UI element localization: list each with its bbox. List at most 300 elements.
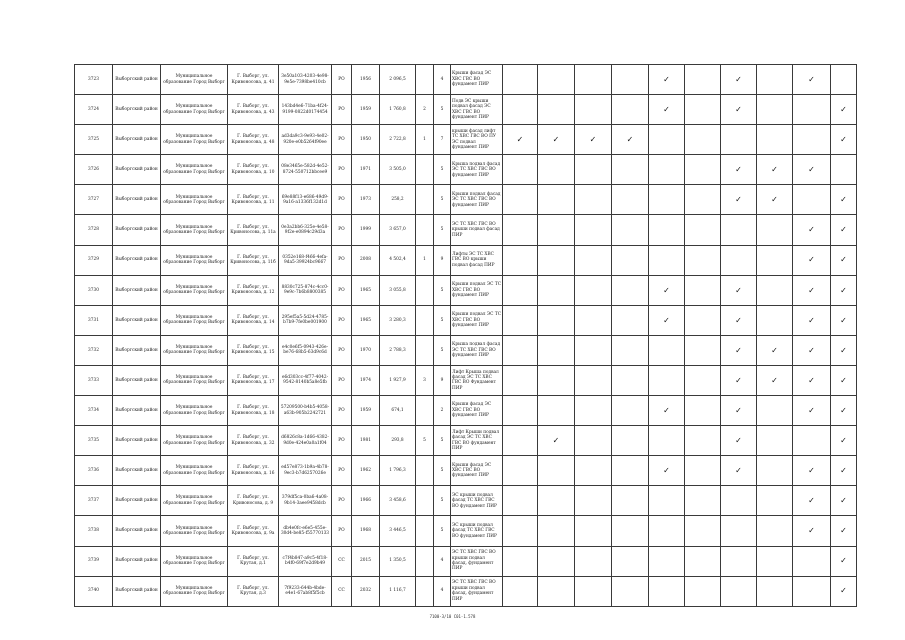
cell-build-year: 2015 xyxy=(352,546,380,576)
cell-empty-check xyxy=(538,95,575,125)
table-row xyxy=(75,215,857,245)
checkmark-icon: ✓ xyxy=(831,185,857,215)
checkmark-icon: ✓ xyxy=(793,456,831,486)
cell-tech-condition: РО xyxy=(332,65,352,95)
cell-building-guid: 7f9233-644b-4bde-e4e1-67ab8f5f5cb xyxy=(279,576,332,606)
cell-empty-check xyxy=(503,65,538,95)
cell-lifts-count xyxy=(416,185,434,215)
cell-build-year: 1971 xyxy=(352,155,380,185)
cell-tech-condition: РО xyxy=(332,335,352,365)
cell-build-year: 2008 xyxy=(352,245,380,275)
cell-tech-condition: РО xyxy=(332,486,352,516)
cell-row-number: 3735 xyxy=(75,426,113,456)
cell-district: Выборгский район xyxy=(113,185,161,215)
cell-row-number: 3725 xyxy=(75,125,113,155)
cell-empty-check xyxy=(721,576,757,606)
checkmark-icon: ✓ xyxy=(538,125,575,155)
cell-empty-check xyxy=(612,456,649,486)
cell-empty-check xyxy=(575,396,612,426)
cell-area: 2 788,3 xyxy=(380,335,416,365)
cell-tech-condition: РО xyxy=(332,365,352,395)
cell-address: Г. Выборг, ул. Кривоносова, д. 17 xyxy=(228,365,279,395)
cell-empty-check xyxy=(685,185,721,215)
cell-lifts-count: 1 xyxy=(416,245,434,275)
checkmark-icon: ✓ xyxy=(793,305,831,335)
cell-area: 1 760,8 xyxy=(380,95,416,125)
cell-tech-condition: РО xyxy=(332,185,352,215)
cell-address: Г. Выборг, ул. Кривоносова, д. 15 xyxy=(228,335,279,365)
cell-building-guid: 8830c725-874c-4cc0-9e9c-7b6b8800385 xyxy=(279,275,332,305)
cell-empty-check xyxy=(649,486,685,516)
cell-row-number: 3740 xyxy=(75,576,113,606)
table-row xyxy=(75,486,857,516)
cell-municipality: Муниципальное образование Город Выборг xyxy=(161,516,228,546)
cell-empty-check xyxy=(503,486,538,516)
cell-empty-check xyxy=(757,396,793,426)
cell-empty-check xyxy=(793,185,831,215)
cell-build-year: 2032 xyxy=(352,576,380,606)
cell-area: 3 280,3 xyxy=(380,305,416,335)
cell-district: Выборгский район xyxy=(113,245,161,275)
cell-row-number: 3726 xyxy=(75,155,113,185)
cell-row-number: 3739 xyxy=(75,546,113,576)
cell-address: Г. Выборг, ул. Кривоносова, д. 9 xyxy=(228,486,279,516)
cell-address: Г. Выборг, ул. Крутая, д.1 xyxy=(228,546,279,576)
cell-empty-check xyxy=(757,275,793,305)
cell-tech-condition: РО xyxy=(332,396,352,426)
table-row xyxy=(75,125,857,155)
cell-lifts-count xyxy=(416,275,434,305)
cell-address: Г. Выборг, ул. Кривоносова, д. 12 xyxy=(228,275,279,305)
checkmark-icon: ✓ xyxy=(831,275,857,305)
cell-tech-condition: РО xyxy=(332,155,352,185)
checkmark-icon: ✓ xyxy=(831,305,857,335)
cell-building-guid: 143bd4e6-71ba-4f24-9199-0822d0174454 xyxy=(279,95,332,125)
cell-area: 258,2 xyxy=(380,185,416,215)
cell-build-year: 1956 xyxy=(352,65,380,95)
cell-empty-check xyxy=(685,576,721,606)
checkmark-icon: ✓ xyxy=(721,185,757,215)
cell-address: Г. Выборг, ул. Кривоносова, д. 11б xyxy=(228,245,279,275)
checkmark-icon: ✓ xyxy=(721,65,757,95)
cell-area: 3 446,5 xyxy=(380,516,416,546)
cell-address: Г. Выборг, ул. Кривоносова, д. 48 xyxy=(228,125,279,155)
checkmark-icon: ✓ xyxy=(757,155,793,185)
cell-empty-check xyxy=(685,125,721,155)
cell-floors-count: 5 xyxy=(434,185,451,215)
cell-empty-check xyxy=(685,245,721,275)
cell-empty-check xyxy=(612,275,649,305)
cell-works-list: Крыша подвал фасад ЭС ТС ХВС ГВС ВО фундамент ПИР xyxy=(451,335,503,365)
cell-lifts-count xyxy=(416,65,434,95)
cell-empty-check xyxy=(721,245,757,275)
cell-works-list: Крыша подвал фасад ЭС ТС ХВС ГВС ВО фундамент ПИР xyxy=(451,155,503,185)
cell-floors-count: 9 xyxy=(434,245,451,275)
cell-address: Г. Выборг, ул. Кривоносова, д. 41 xyxy=(228,65,279,95)
cell-district: Выборгский район xyxy=(113,275,161,305)
cell-building-guid: e4c0e6f5-0943-426e-be76-68b5-63d9c6d xyxy=(279,335,332,365)
checkmark-icon: ✓ xyxy=(793,486,831,516)
cell-municipality: Муниципальное образование Город Выборг xyxy=(161,365,228,395)
cell-empty-check xyxy=(649,215,685,245)
cell-address: Г. Выборг, ул. Кривоносова, д. 11 xyxy=(228,185,279,215)
cell-floors-count: 5 xyxy=(434,275,451,305)
cell-address: Г. Выборг, ул. Кривоносова, д. 16 xyxy=(228,456,279,486)
cell-empty-check xyxy=(503,215,538,245)
cell-floors-count: 5 xyxy=(434,335,451,365)
cell-area: 3 458,6 xyxy=(380,486,416,516)
cell-lifts-count: 5 xyxy=(416,426,434,456)
cell-empty-check xyxy=(575,426,612,456)
cell-building-guid: db4e0fc-e6e5-455e-30d4-be85-f55770133 xyxy=(279,516,332,546)
cell-lifts-count xyxy=(416,335,434,365)
cell-tech-condition: РО xyxy=(332,245,352,275)
cell-empty-check xyxy=(503,546,538,576)
cell-empty-check xyxy=(538,546,575,576)
cell-floors-count: 2 xyxy=(434,396,451,426)
table-row xyxy=(75,245,857,275)
cell-tech-condition: РО xyxy=(332,215,352,245)
cell-row-number: 3727 xyxy=(75,185,113,215)
cell-empty-check xyxy=(575,245,612,275)
checkmark-icon: ✓ xyxy=(831,125,857,155)
cell-area: 2 096,5 xyxy=(380,65,416,95)
cell-municipality: Муниципальное образование Город Выборг xyxy=(161,215,228,245)
cell-municipality: Муниципальное образование Город Выборг xyxy=(161,396,228,426)
cell-lifts-count xyxy=(416,456,434,486)
cell-floors-count: 9 xyxy=(434,365,451,395)
cell-empty-check xyxy=(503,396,538,426)
cell-building-guid: 379df5ca-0ba6-4a08-9b14-3aee9458dcb xyxy=(279,486,332,516)
cell-empty-check xyxy=(757,546,793,576)
cell-lifts-count: 1 xyxy=(416,125,434,155)
cell-empty-check xyxy=(685,215,721,245)
cell-build-year: 1970 xyxy=(352,335,380,365)
cell-build-year: 1965 xyxy=(352,305,380,335)
checkmark-icon: ✓ xyxy=(649,95,685,125)
cell-works-list: Крыши фасад ЭС ХВС ГВС ВО фундамент ПИР xyxy=(451,396,503,426)
cell-empty-check xyxy=(612,365,649,395)
cell-empty-check xyxy=(503,426,538,456)
cell-works-list: Крыши фасад ЭС ХВС ГВС ВО фундамент ПИР xyxy=(451,456,503,486)
cell-empty-check xyxy=(612,516,649,546)
cell-lifts-count xyxy=(416,396,434,426)
table-row xyxy=(75,546,857,576)
cell-area: 1 796,3 xyxy=(380,456,416,486)
checkmark-icon: ✓ xyxy=(721,95,757,125)
checkmark-icon: ✓ xyxy=(612,125,649,155)
cell-floors-count: 5 xyxy=(434,426,451,456)
cell-empty-check xyxy=(575,546,612,576)
cell-lifts-count xyxy=(416,516,434,546)
cell-empty-check xyxy=(503,335,538,365)
cell-district: Выборгский район xyxy=(113,305,161,335)
cell-build-year: 1973 xyxy=(352,185,380,215)
cell-empty-check xyxy=(685,65,721,95)
checkmark-icon: ✓ xyxy=(721,305,757,335)
cell-row-number: 3737 xyxy=(75,486,113,516)
cell-building-guid: ad3da9c3-9e93-4e02-920e-e0b5264f90ee xyxy=(279,125,332,155)
cell-empty-check xyxy=(649,185,685,215)
cell-address: Г. Выборг, ул. Кривоносова, д. 18 xyxy=(228,396,279,426)
cell-address: Г. Выборг, ул. Кривоносова, д. 43 xyxy=(228,95,279,125)
cell-area: 293,8 xyxy=(380,426,416,456)
cell-district: Выборгский район xyxy=(113,215,161,245)
cell-municipality: Муниципальное образование Город Выборг xyxy=(161,65,228,95)
table-row xyxy=(75,305,857,335)
cell-empty-check xyxy=(649,516,685,546)
cell-district: Выборгский район xyxy=(113,95,161,125)
cell-empty-check xyxy=(538,335,575,365)
cell-empty-check xyxy=(649,125,685,155)
cell-district: Выборгский район xyxy=(113,576,161,606)
checkmark-icon: ✓ xyxy=(721,275,757,305)
cell-empty-check xyxy=(575,65,612,95)
table-row xyxy=(75,516,857,546)
cell-building-guid: d6826c8a-1d66-4382-9d0e-424e0a0a1f04 xyxy=(279,426,332,456)
checkmark-icon: ✓ xyxy=(721,396,757,426)
cell-empty-check xyxy=(721,486,757,516)
cell-empty-check xyxy=(757,215,793,245)
cell-empty-check xyxy=(757,65,793,95)
checkmark-icon: ✓ xyxy=(538,426,575,456)
cell-municipality: Муниципальное образование Город Выборг xyxy=(161,275,228,305)
cell-floors-count: 5 xyxy=(434,516,451,546)
page-footer-code: 7100-3/10 С01-1.578 xyxy=(429,614,476,619)
checkmark-icon: ✓ xyxy=(793,245,831,275)
checkmark-icon: ✓ xyxy=(721,335,757,365)
cell-lifts-count xyxy=(416,576,434,606)
cell-empty-check xyxy=(649,245,685,275)
cell-municipality: Муниципальное образование Город Выборг xyxy=(161,456,228,486)
checkmark-icon: ✓ xyxy=(503,125,538,155)
cell-tech-condition: РО xyxy=(332,305,352,335)
cell-tech-condition: СС xyxy=(332,576,352,606)
cell-floors-count: 4 xyxy=(434,546,451,576)
cell-empty-check xyxy=(612,576,649,606)
cell-address: Г. Выборг, ул. Кривоносова, д. 9а xyxy=(228,516,279,546)
cell-district: Выборгский район xyxy=(113,396,161,426)
cell-empty-check xyxy=(538,65,575,95)
cell-district: Выборгский район xyxy=(113,65,161,95)
cell-empty-check xyxy=(575,516,612,546)
cell-empty-check xyxy=(575,95,612,125)
cell-empty-check xyxy=(612,305,649,335)
cell-empty-check xyxy=(649,365,685,395)
cell-empty-check xyxy=(793,95,831,125)
cell-empty-check xyxy=(575,365,612,395)
cell-floors-count: 5 xyxy=(434,155,451,185)
cell-empty-check xyxy=(538,486,575,516)
cell-empty-check xyxy=(575,335,612,365)
cell-empty-check xyxy=(538,185,575,215)
cell-empty-check xyxy=(612,95,649,125)
checkmark-icon: ✓ xyxy=(793,396,831,426)
cell-empty-check xyxy=(503,95,538,125)
cell-lifts-count: 3 xyxy=(416,365,434,395)
cell-empty-check xyxy=(503,456,538,486)
cell-empty-check xyxy=(793,426,831,456)
cell-empty-check xyxy=(831,155,857,185)
cell-build-year: 1968 xyxy=(352,516,380,546)
cell-district: Выборгский район xyxy=(113,125,161,155)
cell-area: 2 722,8 xyxy=(380,125,416,155)
cell-works-list: Крыши подвал фасад ЭС ТС ХВС ГВС ВО фундамент ПИР xyxy=(451,185,503,215)
cell-empty-check xyxy=(685,155,721,185)
cell-empty-check xyxy=(538,215,575,245)
cell-empty-check xyxy=(612,426,649,456)
cell-empty-check xyxy=(503,185,538,215)
checkmark-icon: ✓ xyxy=(831,546,857,576)
cell-tech-condition: РО xyxy=(332,456,352,486)
cell-build-year: 1965 xyxy=(352,275,380,305)
cell-empty-check xyxy=(721,125,757,155)
cell-empty-check xyxy=(538,576,575,606)
cell-works-list: Лифты ЭС ТС ХВС ГВС ВО крыши подвал фасад ПИР xyxy=(451,245,503,275)
cell-build-year: 1962 xyxy=(352,456,380,486)
cell-district: Выборгский район xyxy=(113,456,161,486)
table-row xyxy=(75,396,857,426)
cell-address: Г. Выборг, ул. Кривоносова, д. 32 xyxy=(228,426,279,456)
cell-municipality: Муниципальное образование Город Выборг xyxy=(161,335,228,365)
cell-empty-check xyxy=(612,396,649,426)
cell-empty-check xyxy=(721,516,757,546)
cell-empty-check xyxy=(503,305,538,335)
checkmark-icon: ✓ xyxy=(831,215,857,245)
cell-empty-check xyxy=(538,155,575,185)
cell-empty-check xyxy=(575,456,612,486)
checkmark-icon: ✓ xyxy=(831,516,857,546)
cell-empty-check xyxy=(685,516,721,546)
cell-building-guid: e6d303cc-4f77-4042-9542-8140b5a8e5fb xyxy=(279,365,332,395)
cell-works-list: ЭС крыши подвал фасад ТС ХВС ГВС ВО фундамент ПИР xyxy=(451,516,503,546)
table-row xyxy=(75,275,857,305)
cell-build-year: 1959 xyxy=(352,396,380,426)
cell-district: Выборгский район xyxy=(113,155,161,185)
cell-area: 1 927,9 xyxy=(380,365,416,395)
cell-empty-check xyxy=(612,335,649,365)
cell-municipality: Муниципальное образование Город Выборг xyxy=(161,546,228,576)
checkmark-icon: ✓ xyxy=(721,365,757,395)
checkmark-icon: ✓ xyxy=(793,335,831,365)
cell-empty-check xyxy=(685,335,721,365)
cell-empty-check xyxy=(685,95,721,125)
cell-empty-check xyxy=(685,305,721,335)
checkmark-icon: ✓ xyxy=(575,125,612,155)
cell-municipality: Муниципальное образование Город Выборг xyxy=(161,185,228,215)
cell-address: Г. Выборг, ул. Крутая, д.3 xyxy=(228,576,279,606)
cell-works-list: ЭС ТС ХВС ГВС ВО крыши подвал фасад, фундамент ПИР xyxy=(451,576,503,606)
cell-district: Выборгский район xyxy=(113,516,161,546)
cell-empty-check xyxy=(538,245,575,275)
table-row xyxy=(75,456,857,486)
checkmark-icon: ✓ xyxy=(721,426,757,456)
cell-tech-condition: РО xyxy=(332,275,352,305)
cell-empty-check xyxy=(685,396,721,426)
cell-lifts-count xyxy=(416,305,434,335)
cell-area: 674,1 xyxy=(380,396,416,426)
cell-empty-check xyxy=(503,365,538,395)
cell-empty-check xyxy=(575,486,612,516)
cell-empty-check xyxy=(757,456,793,486)
cell-empty-check xyxy=(721,546,757,576)
cell-build-year: 1974 xyxy=(352,365,380,395)
cell-building-guid: 69e88f13-e686-49d9-9a16-a1336f132d1d xyxy=(279,185,332,215)
cell-empty-check xyxy=(575,576,612,606)
checkmark-icon: ✓ xyxy=(831,365,857,395)
checkmark-icon: ✓ xyxy=(831,426,857,456)
cell-municipality: Муниципальное образование Город Выборг xyxy=(161,305,228,335)
cell-lifts-count xyxy=(416,155,434,185)
cell-empty-check xyxy=(685,426,721,456)
cell-address: Г. Выборг, ул. Кривоносова, д. 14 xyxy=(228,305,279,335)
cell-empty-check xyxy=(649,426,685,456)
cell-works-list: Крыши подвал ЭС ТС ХВС ГВС ВО фундамент ПИР xyxy=(451,275,503,305)
cell-tech-condition: СС xyxy=(332,546,352,576)
cell-municipality: Муниципальное образование Город Выборг xyxy=(161,576,228,606)
table-row xyxy=(75,365,857,395)
cell-empty-check xyxy=(612,155,649,185)
cell-empty-check xyxy=(575,275,612,305)
housing-register-table xyxy=(74,64,857,607)
cell-empty-check xyxy=(757,245,793,275)
cell-municipality: Муниципальное образование Город Выборг xyxy=(161,125,228,155)
cell-floors-count: 5 xyxy=(434,305,451,335)
cell-empty-check xyxy=(612,65,649,95)
checkmark-icon: ✓ xyxy=(831,335,857,365)
cell-empty-check xyxy=(757,516,793,546)
cell-empty-check xyxy=(538,396,575,426)
checkmark-icon: ✓ xyxy=(793,215,831,245)
checkmark-icon: ✓ xyxy=(721,155,757,185)
cell-empty-check xyxy=(685,275,721,305)
cell-municipality: Муниципальное образование Город Выборг xyxy=(161,155,228,185)
cell-empty-check xyxy=(685,456,721,486)
cell-empty-check xyxy=(538,456,575,486)
cell-empty-check xyxy=(793,546,831,576)
cell-empty-check xyxy=(612,486,649,516)
checkmark-icon: ✓ xyxy=(793,516,831,546)
table-row xyxy=(75,576,857,606)
cell-district: Выборгский район xyxy=(113,546,161,576)
cell-building-guid: 08e3465e-582d-4e52-8724-550712bbcee9 xyxy=(279,155,332,185)
cell-build-year: 1966 xyxy=(352,486,380,516)
cell-empty-check xyxy=(757,576,793,606)
table-row xyxy=(75,185,857,215)
cell-works-list: Лифт Крыши подвал фасад ЭС ТС ХВС ГВС ВО фундамент ПИР xyxy=(451,426,503,456)
cell-district: Выборгский район xyxy=(113,486,161,516)
cell-build-year: 1959 xyxy=(352,95,380,125)
cell-empty-check xyxy=(612,245,649,275)
cell-empty-check xyxy=(575,185,612,215)
cell-floors-count: 4 xyxy=(434,65,451,95)
cell-works-list: Подв ЭС крыши подвал фасад ЭС ХВС ГВС ВО фундамент ПИР xyxy=(451,95,503,125)
cell-district: Выборгский район xyxy=(113,426,161,456)
checkmark-icon: ✓ xyxy=(831,396,857,426)
cell-lifts-count xyxy=(416,215,434,245)
cell-row-number: 3733 xyxy=(75,365,113,395)
checkmark-icon: ✓ xyxy=(757,365,793,395)
table-row xyxy=(75,95,857,125)
cell-lifts-count xyxy=(416,546,434,576)
table-row xyxy=(75,65,857,95)
cell-empty-check xyxy=(793,576,831,606)
cell-empty-check xyxy=(793,125,831,155)
cell-works-list: Крыши фасад ЭС ХВС ГВС ВО фундамент ПИР xyxy=(451,65,503,95)
cell-empty-check xyxy=(538,305,575,335)
cell-building-guid: 57209500-b4b5-4058-a63b-905b2242721 xyxy=(279,396,332,426)
cell-lifts-count xyxy=(416,486,434,516)
